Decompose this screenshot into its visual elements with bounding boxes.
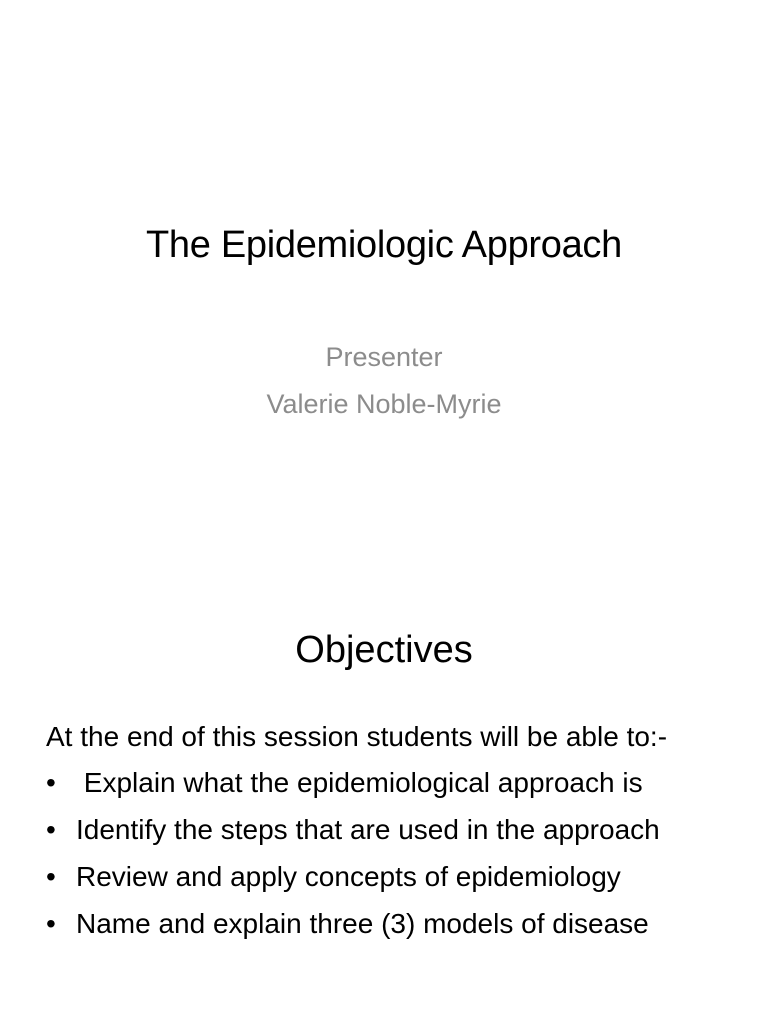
bullet-icon: • [46, 814, 56, 845]
list-item-text: Name and explain three (3) models of disease [76, 908, 649, 939]
list-item-text: Review and apply concepts of epidemiology [76, 861, 621, 892]
bullet-icon: • [46, 861, 56, 892]
list-item [46, 809, 736, 851]
slide-subtitle [0, 334, 768, 428]
list-item [46, 762, 736, 804]
objectives-slide [0, 576, 768, 1024]
list-item [46, 903, 736, 945]
slide-title: The Epidemiologic Approach [146, 224, 622, 266]
list-item-text: Explain what the epidemiological approach is [76, 767, 643, 798]
list-item [46, 856, 736, 898]
bullet-icon: • [46, 908, 56, 939]
objectives-title: Objectives [295, 629, 473, 671]
intro-text: At the end of this session students will be able to:- [46, 721, 668, 752]
objectives-list [46, 762, 736, 945]
objectives-body [46, 716, 736, 950]
presenter-label: Presenter [325, 342, 443, 372]
bullet-icon: • [46, 767, 56, 798]
list-item-text: Identify the steps that are used in the approach [76, 814, 660, 845]
presenter-name: Valerie Noble-Myrie [266, 389, 502, 419]
